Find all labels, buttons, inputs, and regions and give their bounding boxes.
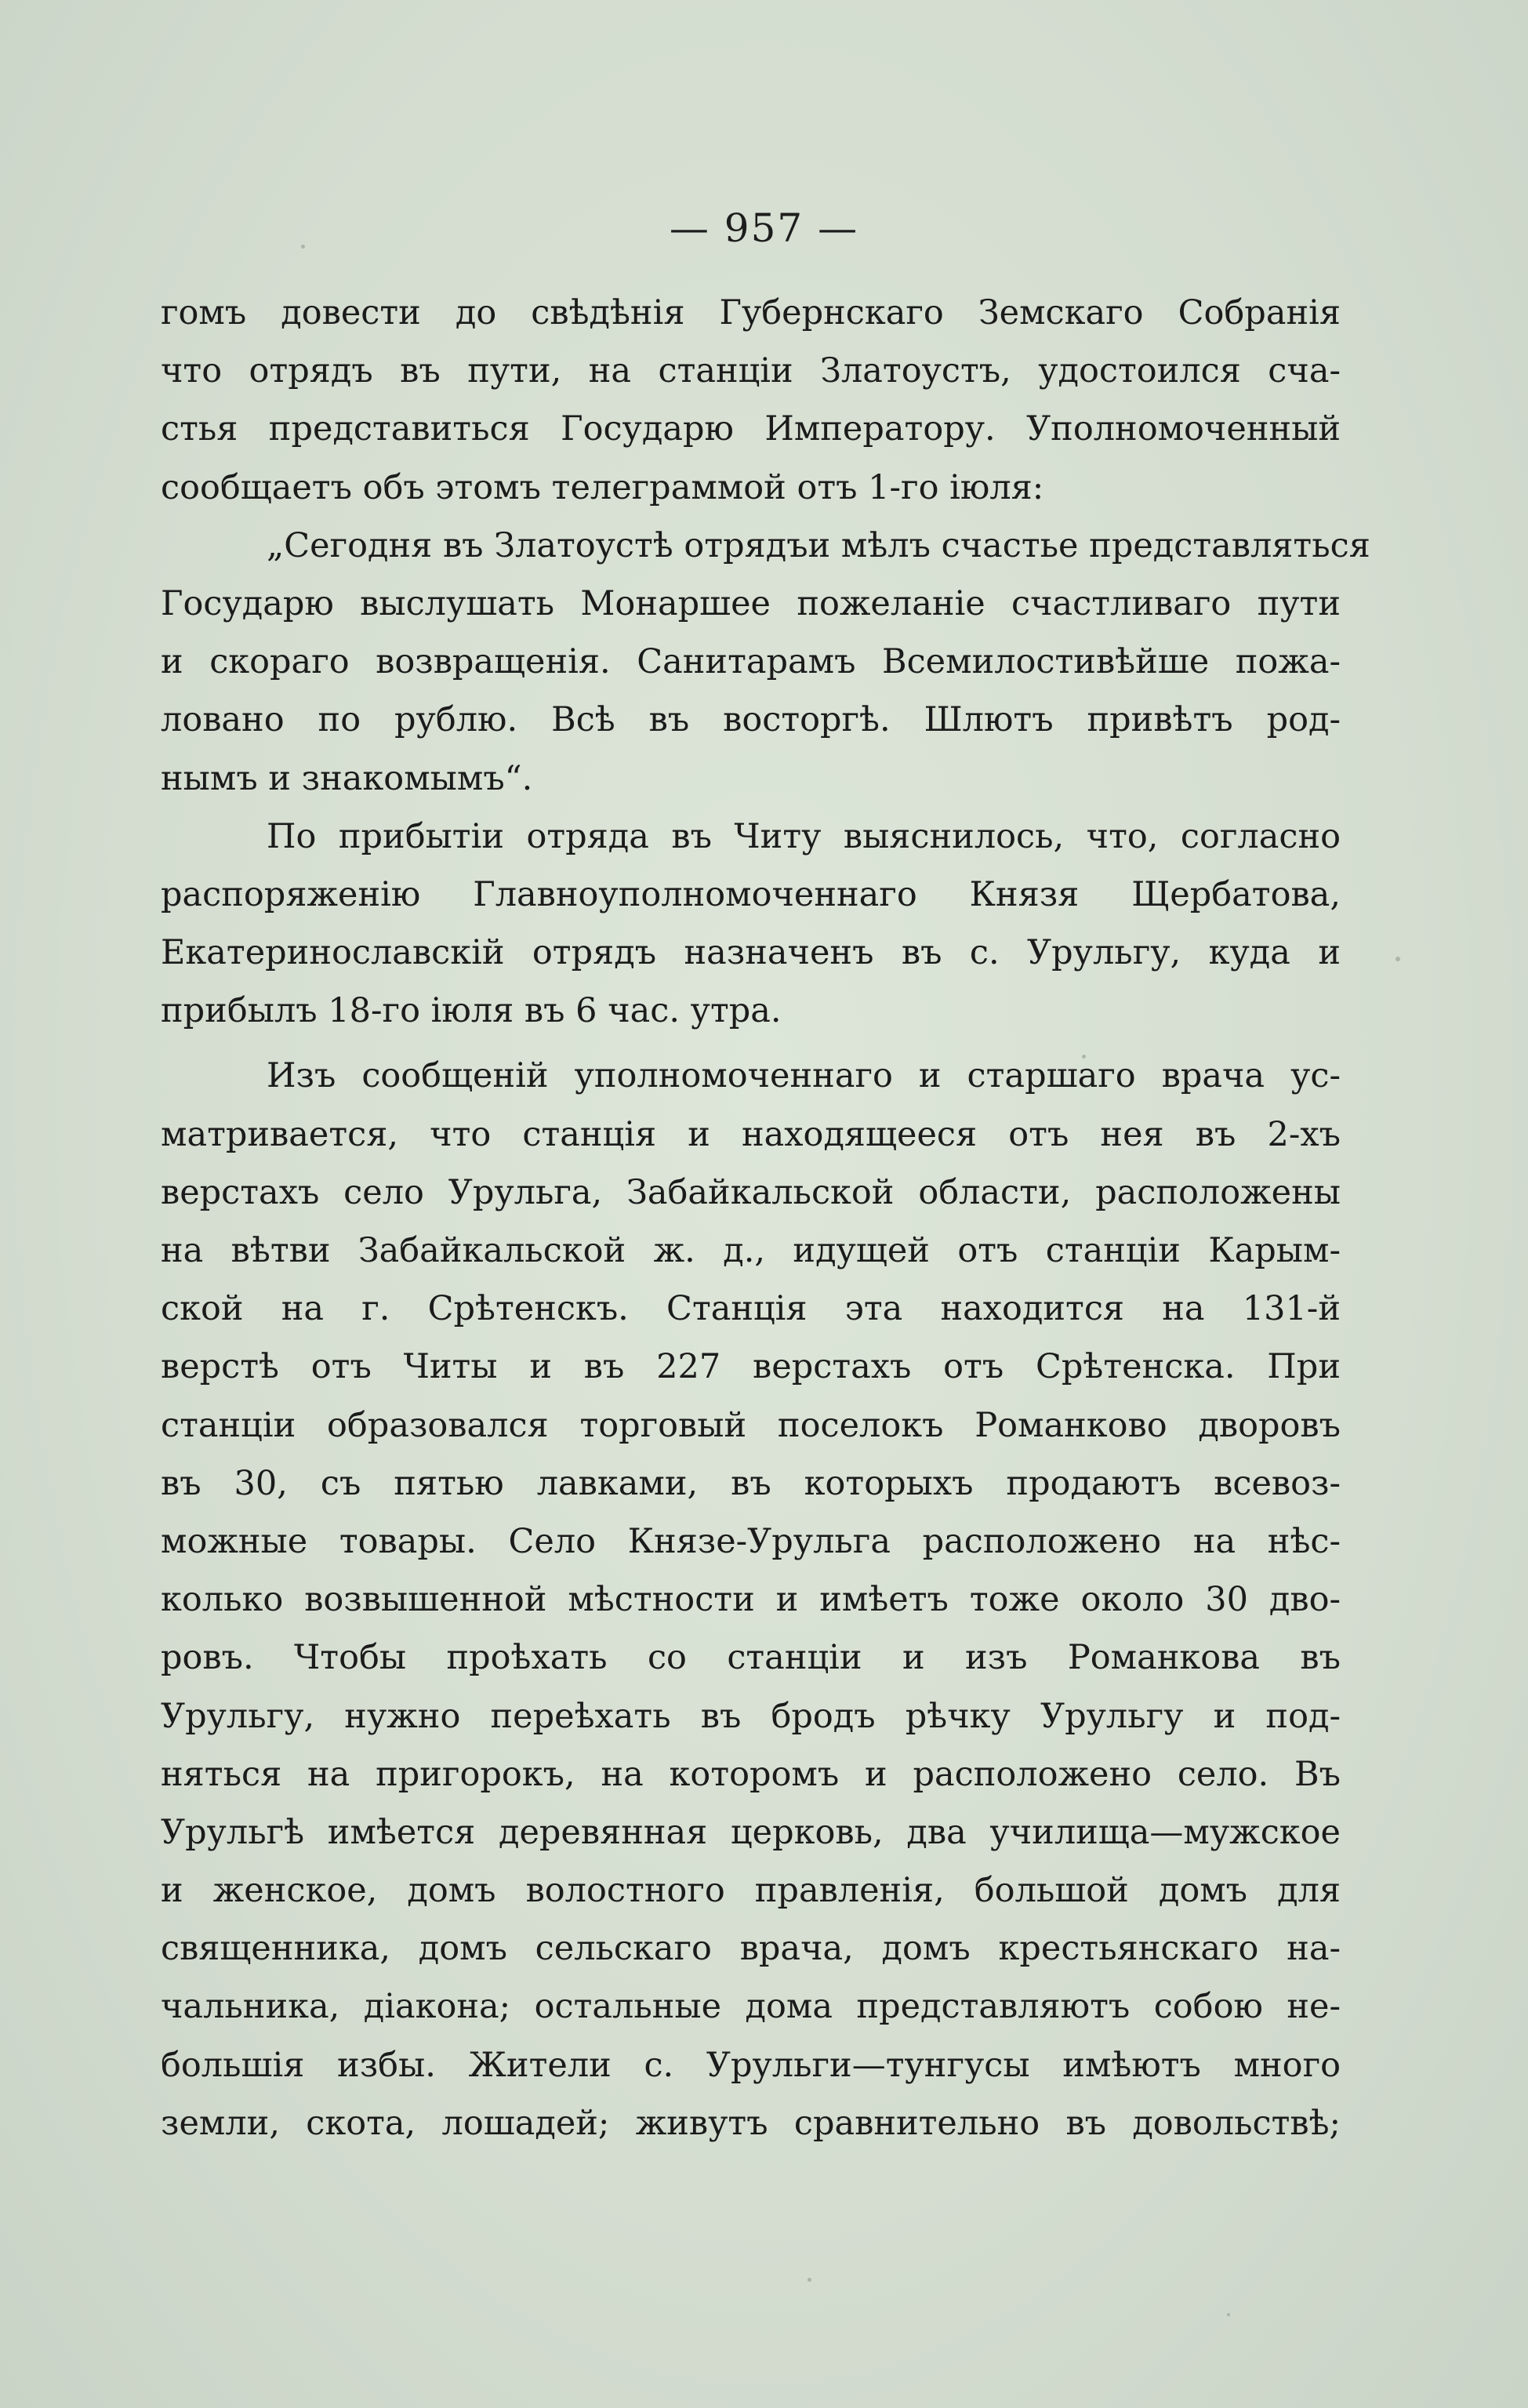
text-line: Изъ сообщеній уполномоченнаго и старшаго врача ус- [267, 1056, 1341, 1096]
text-line: земли, скота, лошадей; живутъ сравнительно въ довольствѣ; [161, 2103, 1341, 2143]
text-line: стья представиться Государю Императору. Уполномоченный [161, 409, 1341, 449]
text-line: распоряженію Главноуполномоченнаго Князя Щербатова, [161, 874, 1341, 914]
paragraph [161, 808, 1341, 1041]
text-line: большія избы. Жители с. Урульги—тунгусы имѣютъ много [161, 2045, 1341, 2085]
paragraph [161, 284, 1341, 517]
text-line: и скораго возвращенія. Санитарамъ Всемилостивѣйше пожа- [161, 642, 1341, 682]
text-line: станціи образовался торговый поселокъ Романково дворовъ [161, 1405, 1341, 1445]
text-line: По прибытіи отряда въ Читу выяснилось, что, согласно [267, 816, 1341, 856]
text-line: и женское, домъ волостного правленія, большой домъ для [161, 1871, 1341, 1911]
text-line: можные товары. Село Князе-Урульга расположено на нѣс- [161, 1521, 1341, 1561]
text-line: „Сегодня въ Златоустѣ отрядъи мѣлъ счастье представляться [267, 525, 1370, 565]
paper-speck [1396, 957, 1400, 961]
text-line: на вѣтви Забайкальской ж. д., идущей отъ станціи Карым- [161, 1231, 1341, 1270]
text-line: Урульгѣ имѣется деревянная церковь, два училища—мужское [161, 1812, 1341, 1852]
text-line: священника, домъ сельскаго врача, домъ крестьянскаго на- [161, 1929, 1341, 1969]
text-line: въ 30, съ пятью лавками, въ которыхъ продаютъ всевоз- [161, 1463, 1341, 1503]
text-line: колько возвышенной мѣстности и имѣетъ тоже около 30 дво- [161, 1580, 1341, 1620]
page-number: — 957 — [669, 205, 859, 251]
body-text [161, 284, 1370, 2152]
paper-speck [808, 2278, 811, 2282]
text-line: чальника, діакона; остальные дома представляютъ собою не- [161, 1987, 1341, 2027]
paragraph-gap [161, 1040, 1341, 1047]
text-line: Екатеринославскій отрядъ назначенъ въ с. Урульгу, куда и [161, 933, 1341, 973]
text-line: сообщаетъ объ этомъ телеграммой отъ 1-го іюля: [161, 467, 1044, 507]
text-line: ровъ. Чтобы проѣхать со станціи и изъ Романкова въ [161, 1638, 1341, 1678]
text-line: няться на пригорокъ, на которомъ и расположено село. Въ [161, 1754, 1341, 1794]
text-line: матривается, что станція и находящееся отъ нея въ 2-хъ [161, 1114, 1341, 1154]
text-line: верстахъ село Урульга, Забайкальской области, расположены [161, 1172, 1341, 1212]
paper-speck [1227, 2313, 1230, 2316]
text-line: Государю выслушать Монаршее пожеланіе счастливаго пути [161, 583, 1341, 623]
text-line: ской на г. Срѣтенскъ. Станція эта находится на 131-й [161, 1289, 1341, 1329]
text-line: прибылъ 18-го іюля въ 6 час. утра. [161, 991, 782, 1031]
text-line: гомъ довести до свѣдѣнія Губернскаго Земскаго Собранія [161, 293, 1341, 332]
text-line: верстѣ отъ Читы и въ 227 верстахъ отъ Срѣтенска. При [161, 1347, 1341, 1387]
text-line: что отрядъ въ пути, на станціи Златоустъ, удостоился сча- [161, 351, 1341, 391]
paragraph [161, 517, 1370, 808]
text-line: нымъ и знакомымъ“. [161, 758, 533, 798]
text-line: ловано по рублю. Всѣ въ восторгѣ. Шлютъ привѣтъ род- [161, 700, 1341, 740]
paragraph [161, 1047, 1341, 2152]
text-line: Урульгу, нужно переѣхать въ бродъ рѣчку Урульгу и под- [161, 1696, 1341, 1736]
